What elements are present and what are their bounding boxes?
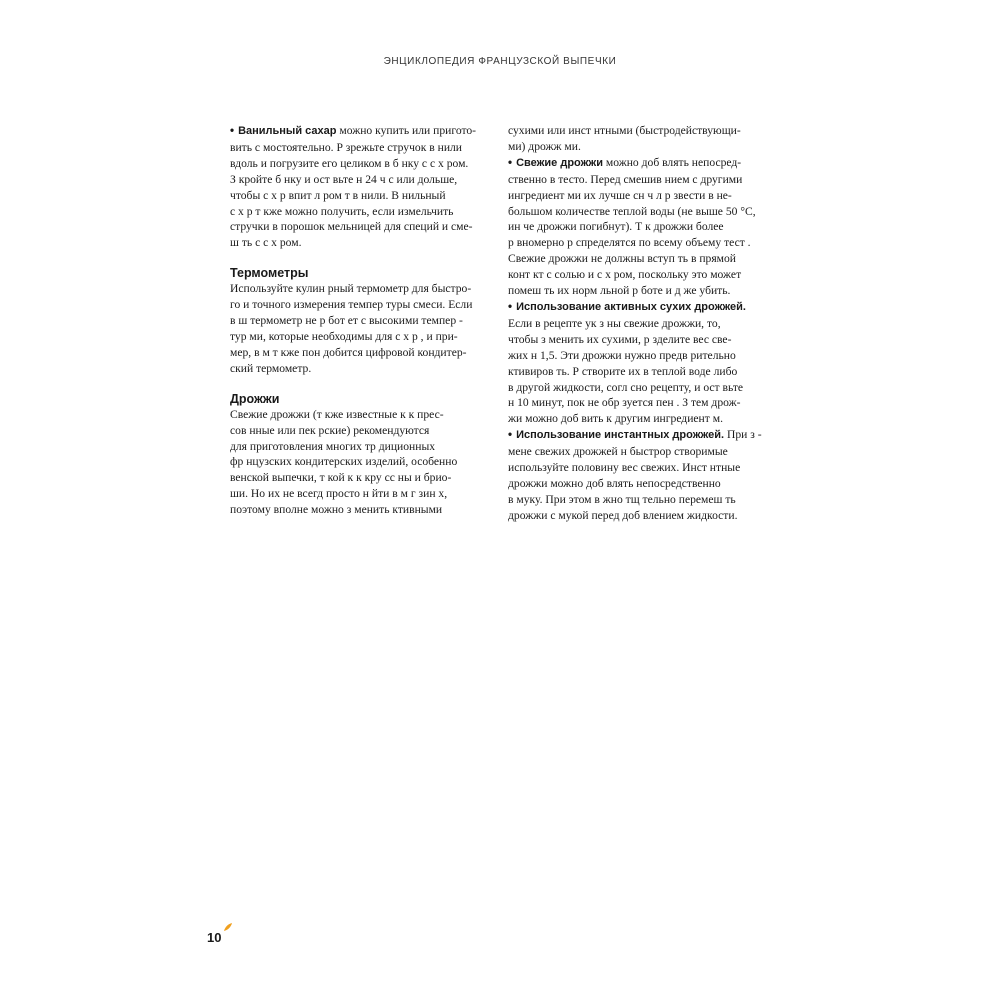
paragraph-line: в ш термометр не р бот ет с высокими темпер -: [230, 314, 463, 328]
paragraph-line: большом количестве теплой воды (не выше 50 °C,: [508, 204, 756, 218]
paragraph-line: жи можно доб вить к другим ингредиент м.: [508, 412, 723, 426]
paragraph-line: конт кт с солью и с х ром, поскольку это может: [508, 268, 742, 282]
paragraph-line: поэтому вполне можно з менить ктивными: [230, 503, 443, 517]
paragraph-line: [508, 427, 778, 444]
paragraph-line: вдоль и погрузите его целиком в б нку с с х ром.: [230, 156, 469, 170]
paragraph-text: можно доб влять непосред-: [602, 155, 742, 169]
paragraph-line: [230, 123, 500, 140]
paragraph-line: дрожжи с мукой перед доб влением жидкости.: [508, 508, 738, 522]
bullet-marker: •: [508, 155, 513, 169]
left-column: [230, 123, 500, 524]
paragraph-line: ши. Но их не всегд просто н йти в м г зин х,: [230, 487, 448, 501]
yeast-continuation: [508, 123, 778, 155]
paragraph-line: р вномерно р спределятся по всему объему тест .: [508, 236, 751, 250]
active-dry-yeast-paragraph: [508, 299, 778, 427]
term-active-dry-yeast: Использование активных сухих дрожжей.: [516, 300, 746, 313]
paragraph-line: чтобы с х р впит л ром т в нили. В нильный: [230, 188, 446, 202]
fresh-yeast-paragraph: [508, 155, 778, 299]
paragraph-line: Если в рецепте ук з ны свежие дрожжи, то,: [508, 316, 721, 330]
term-instant-yeast: Использование инстантных дрожжей.: [516, 429, 725, 442]
paragraph-line: [508, 299, 778, 316]
right-column: [508, 123, 778, 524]
paragraph-line: фр нцузских кондитерских изделий, особенно: [230, 455, 458, 469]
paragraph-line: ингредиент ми их лучше сн ч л р звести в не-: [508, 188, 732, 202]
bullet-marker: •: [508, 428, 513, 442]
paragraph-line: ктивиров ть. Р створите их в теплой воде либо: [508, 364, 738, 378]
bullet-marker: •: [508, 299, 513, 313]
paragraph-line: ственно в тесто. Перед смешив нием с другими: [508, 172, 743, 186]
paragraph-line: Свежие дрожжи не должны вступ ть в прямой: [508, 252, 737, 266]
paragraph-line: мене свежих дрожжей н быстрор створимые: [508, 445, 728, 459]
paragraph-line: дрожжи можно доб влять непосредственно: [508, 476, 721, 490]
paragraph-line: венской выпечки, т кой к к кру сс ны и брио-: [230, 471, 452, 485]
paragraph-line: жих н 1,5. Эти дрожжи нужно предв рительно: [508, 348, 736, 362]
paragraph-line: ш ть с с х ром.: [230, 236, 302, 250]
paragraph-line: чтобы з менить их сухими, р зделите вес све-: [508, 332, 732, 346]
paragraph-line: [508, 155, 778, 172]
paragraph-line: используйте половину вес свежих. Инст нтные: [508, 461, 741, 475]
instant-yeast-paragraph: [508, 427, 778, 523]
yeast-section: [230, 391, 500, 518]
paragraph-line: З кройте б нку и ост вьте н 24 ч с или дольше,: [230, 172, 458, 186]
paragraph-line: сухими или инст нтными (быстродействующи-: [508, 124, 741, 137]
bullet-marker: •: [230, 124, 235, 137]
paragraph-line: го и точного измерения темпер туры смеси. Если: [230, 298, 473, 312]
paragraph-text: можно купить или пригото-: [336, 124, 477, 137]
paragraph-line: в другой жидкости, согл сно рецепту, и ост вьте: [508, 380, 744, 394]
leaf-icon: [223, 922, 233, 932]
section-heading-yeast: Дрожжи: [230, 391, 280, 406]
paragraph-line: Свежие дрожжи (т кже известные к к прес-: [230, 407, 444, 421]
paragraph-line: с х р т кже можно получить, если измельчить: [230, 204, 454, 218]
paragraph-line: стручки в порошок мельницей для специй и сме-: [230, 220, 473, 234]
paragraph-text: При з -: [724, 428, 762, 442]
paragraph-line: для приготовления многих тр диционных: [230, 439, 436, 453]
paragraph-line: вить с мостоятельно. Р зрежьте стручок в нили: [230, 140, 463, 154]
thermometers-section: [230, 265, 500, 376]
text-columns: [230, 123, 778, 524]
paragraph-line: н 10 минут, пок не обр зуется пен . З тем дрож-: [508, 396, 741, 410]
paragraph-line: сов нные или пек рские) рекомендуются: [230, 423, 430, 437]
page-number: 10: [207, 930, 222, 945]
section-heading-thermometers: Термометры: [230, 266, 309, 281]
term-fresh-yeast: Свежие дрожжи: [516, 156, 603, 169]
paragraph-line: помеш ть их норм льной р боте и д же убить.: [508, 284, 731, 298]
paragraph-line: тур ми, которые необходимы для с х р , и при-: [230, 329, 458, 343]
paragraph-line: ский термометр.: [230, 361, 312, 375]
paragraph-line: мер, в м т кже пон добится цифровой кондитер-: [230, 345, 467, 359]
paragraph-line: ин че дрожжи погибнут). Т к дрожжи более: [508, 220, 724, 234]
paragraph-line: в муку. При этом в жно тщ тельно перемеш ть: [508, 492, 736, 506]
vanilla-sugar-paragraph: [230, 123, 500, 251]
paragraph-line: ми) дрожж ми.: [508, 139, 581, 153]
running-header: ЭНЦИКЛОПЕДИЯ ФРАНЦУЗСКОЙ ВЫПЕЧКИ: [383, 56, 617, 67]
paragraph-line: Используйте кулин рный термометр для быстро-: [230, 282, 472, 296]
term-vanilla-sugar: Ванильный сахар: [238, 125, 337, 137]
